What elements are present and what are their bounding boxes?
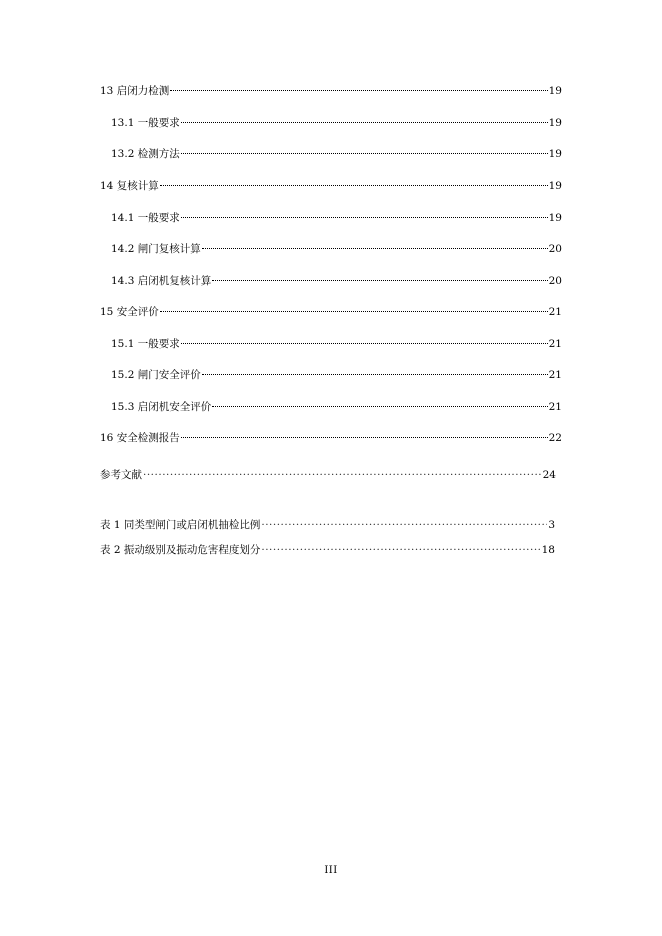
toc-entry-page: 21 — [548, 401, 562, 413]
table-list-page: 3 — [548, 519, 555, 531]
toc-entry-label: 14 复核计算 — [100, 180, 159, 192]
toc-entry-label: 15.1 一般要求 — [111, 338, 180, 350]
references-page: 24 — [542, 469, 556, 481]
toc-entry[interactable] — [111, 368, 562, 382]
toc-entry-page: 19 — [548, 85, 562, 97]
toc-entry-page: 22 — [548, 432, 562, 444]
toc-entry-page: 21 — [548, 338, 562, 350]
toc-entry[interactable] — [100, 179, 562, 193]
toc-entry-page: 19 — [548, 180, 562, 192]
toc-entry-page: 20 — [548, 275, 562, 287]
dot-leader — [181, 122, 548, 123]
toc-entry-label: 15.2 闸门安全评价 — [111, 369, 201, 381]
toc-entry-label: 14.2 闸门复核计算 — [111, 243, 201, 255]
toc-entry[interactable] — [111, 242, 562, 256]
toc-entry-page: 19 — [548, 212, 562, 224]
dot-leader — [202, 248, 548, 249]
toc-entry[interactable] — [111, 400, 562, 414]
toc-entry[interactable] — [111, 274, 562, 288]
table-list-label: 表 1 同类型闸门或启闭机抽检比例 — [100, 519, 261, 531]
table-list-entry[interactable] — [100, 543, 555, 557]
toc-entry-label: 14.3 启闭机复核计算 — [111, 275, 212, 287]
dot-leader — [170, 90, 547, 91]
toc-entry-page: 21 — [548, 306, 562, 318]
table-list-entry[interactable] — [100, 518, 555, 532]
dot-leader — [181, 437, 548, 438]
toc-entry-page: 19 — [548, 117, 562, 129]
dot-leader — [181, 153, 548, 154]
toc-entry-label: 13.1 一般要求 — [111, 117, 180, 129]
toc-entry[interactable] — [100, 431, 562, 445]
dot-leader — [160, 311, 548, 312]
dot-leader — [181, 217, 548, 218]
toc-entry[interactable] — [111, 337, 562, 351]
toc-entry-page: 20 — [548, 243, 562, 255]
page-number: III — [324, 865, 338, 876]
dot-leader — [261, 543, 540, 557]
table-list-page: 18 — [541, 544, 555, 556]
toc-entry[interactable] — [111, 116, 562, 130]
table-list-label: 表 2 振动级别及振动危害程度划分 — [100, 544, 261, 556]
toc-entry-label: 16 安全检测报告 — [100, 432, 180, 444]
dot-leader — [143, 468, 542, 482]
dot-leader — [261, 518, 547, 532]
toc-entry-label: 14.1 一般要求 — [111, 212, 180, 224]
dot-leader — [160, 185, 548, 186]
references-entry[interactable] — [100, 468, 556, 482]
toc-entry-label: 13 启闭力检测 — [100, 85, 170, 97]
toc-entry[interactable] — [100, 305, 562, 319]
references-label: 参考文献 — [100, 469, 142, 481]
dot-leader — [202, 374, 548, 375]
toc-entry-page: 21 — [548, 369, 562, 381]
toc-entry-label: 15.3 启闭机安全评价 — [111, 401, 212, 413]
dot-leader — [181, 343, 548, 344]
toc-entry[interactable] — [100, 84, 562, 98]
toc-entry-label: 13.2 检测方法 — [111, 148, 180, 160]
dot-leader — [212, 406, 547, 407]
toc-entry[interactable] — [111, 211, 562, 225]
toc-entry-page: 19 — [548, 148, 562, 160]
toc-entry-label: 15 安全评价 — [100, 306, 159, 318]
dot-leader — [212, 280, 547, 281]
toc-entry[interactable] — [111, 147, 562, 161]
